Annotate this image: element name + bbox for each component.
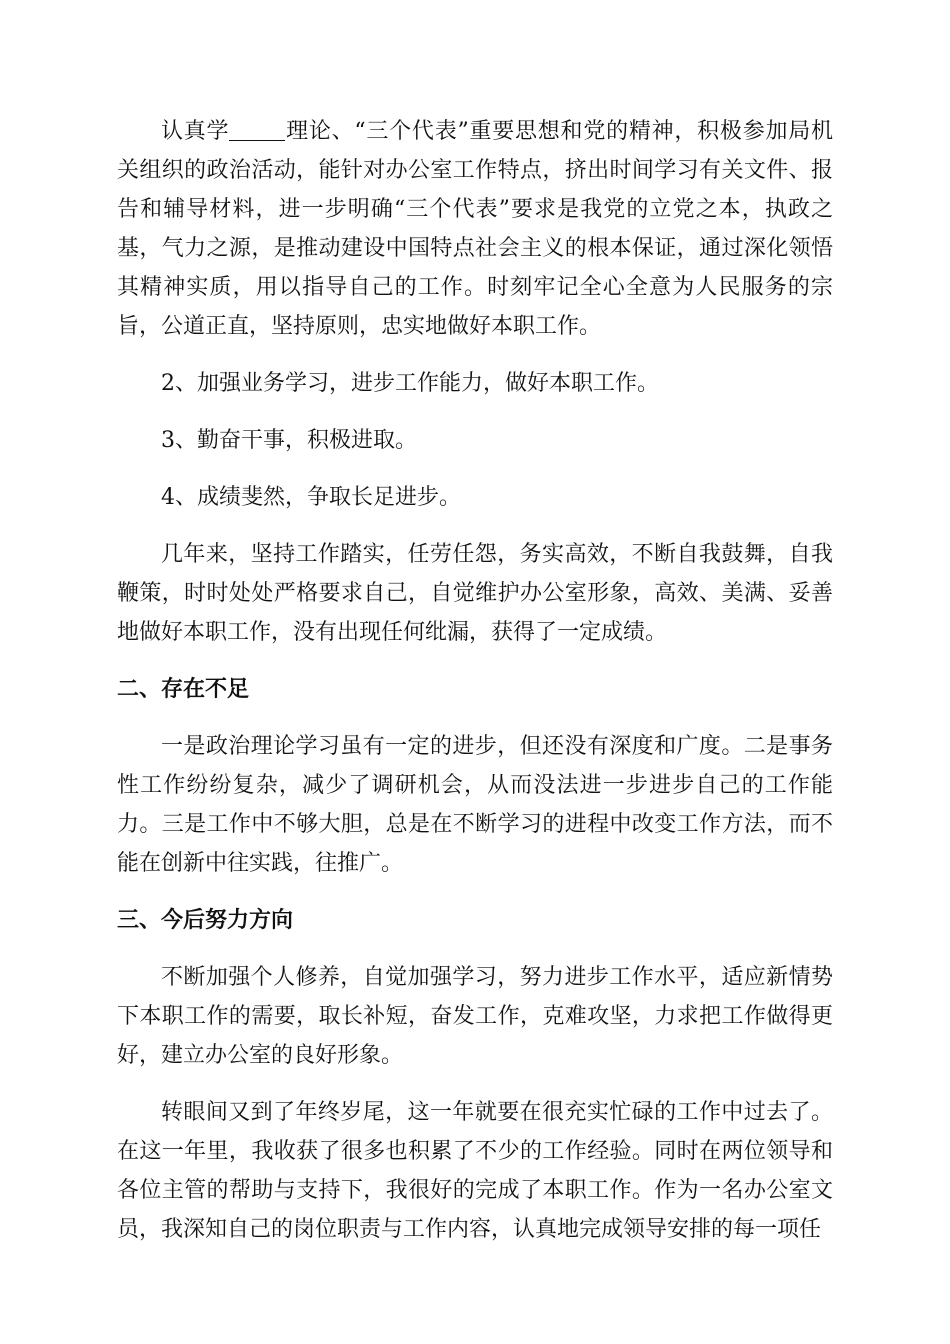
section-heading-shortcomings: 二、存在不足 [117,677,250,702]
paragraph-year-end: 转眼间又到了年终岁尾，这一年就要在很充实忙碌的工作中过去了。在这一年里，我收获了很多也积累了不少的工作经验。同时在两位领导和各位主管的帮助与支持下，我很好的完成了本职工作。作为一名办公室文员，我深知自己的岗位职责与工作内容，认真地完成领导安排的每一项任 [117,1100,833,1242]
section-heading-direction: 三、今后努力方向 [117,908,294,933]
paragraph-summary: 几年来，坚持工作踏实，任劳任怨，务实高效，不断自我鼓舞，自我鞭策，时时处处严格要求自己，自觉维护办公室形象，高效、美满、妥善地做好本职工作，没有出现任何纰漏，获得了一定成绩。 [117,542,833,645]
list-item-3: 3、勤奋干事，积极进取。 [161,428,417,453]
paragraph-shortcomings: 一是政治理论学习虽有一定的进步，但还没有深度和广度。二是事务性工作纷纷复杂，减少了调研机会，从而没法进一步进步自己的工作能力。三是工作中不够大胆，总是在不断学习的进程中改变工作方法，而不能在创新中往实践，往推广。 [117,734,833,876]
document-body [117,112,833,1267]
paragraph-text-rest: 理论、“三个代表”重要思想和党的精神，积极参加局机关组织的政治活动，能针对办公室工作特点，挤出时间学习有关文件、报告和辅导材料，进一步明确“三个代表”要求是我党的立党之本，执政之基，气力之源，是推动建设中国特点社会主义的根本保证，通过深化领悟其精神实质，用以指导自己的工作。时刻牢记全心全意为人民服务的宗旨，公道正直，坚持原则，忠实地做好本职工作。 [117,119,833,339]
paragraph-text-start: 认真学 [161,119,230,144]
list-item-2: 2、加强业务学习，进步工作能力，做好本职工作。 [161,371,659,396]
fill-in-blank [229,118,285,141]
list-item-4: 4、成绩斐然，争取长足进步。 [161,485,461,510]
paragraph-political-study [117,112,833,346]
paragraph-direction: 不断加强个人修养，自觉加强学习，努力进步工作水平，适应新情势下本职工作的需要，取长补短，奋发工作，克难攻坚，力求把工作做得更好，建立办公室的良好形象。 [117,965,833,1068]
